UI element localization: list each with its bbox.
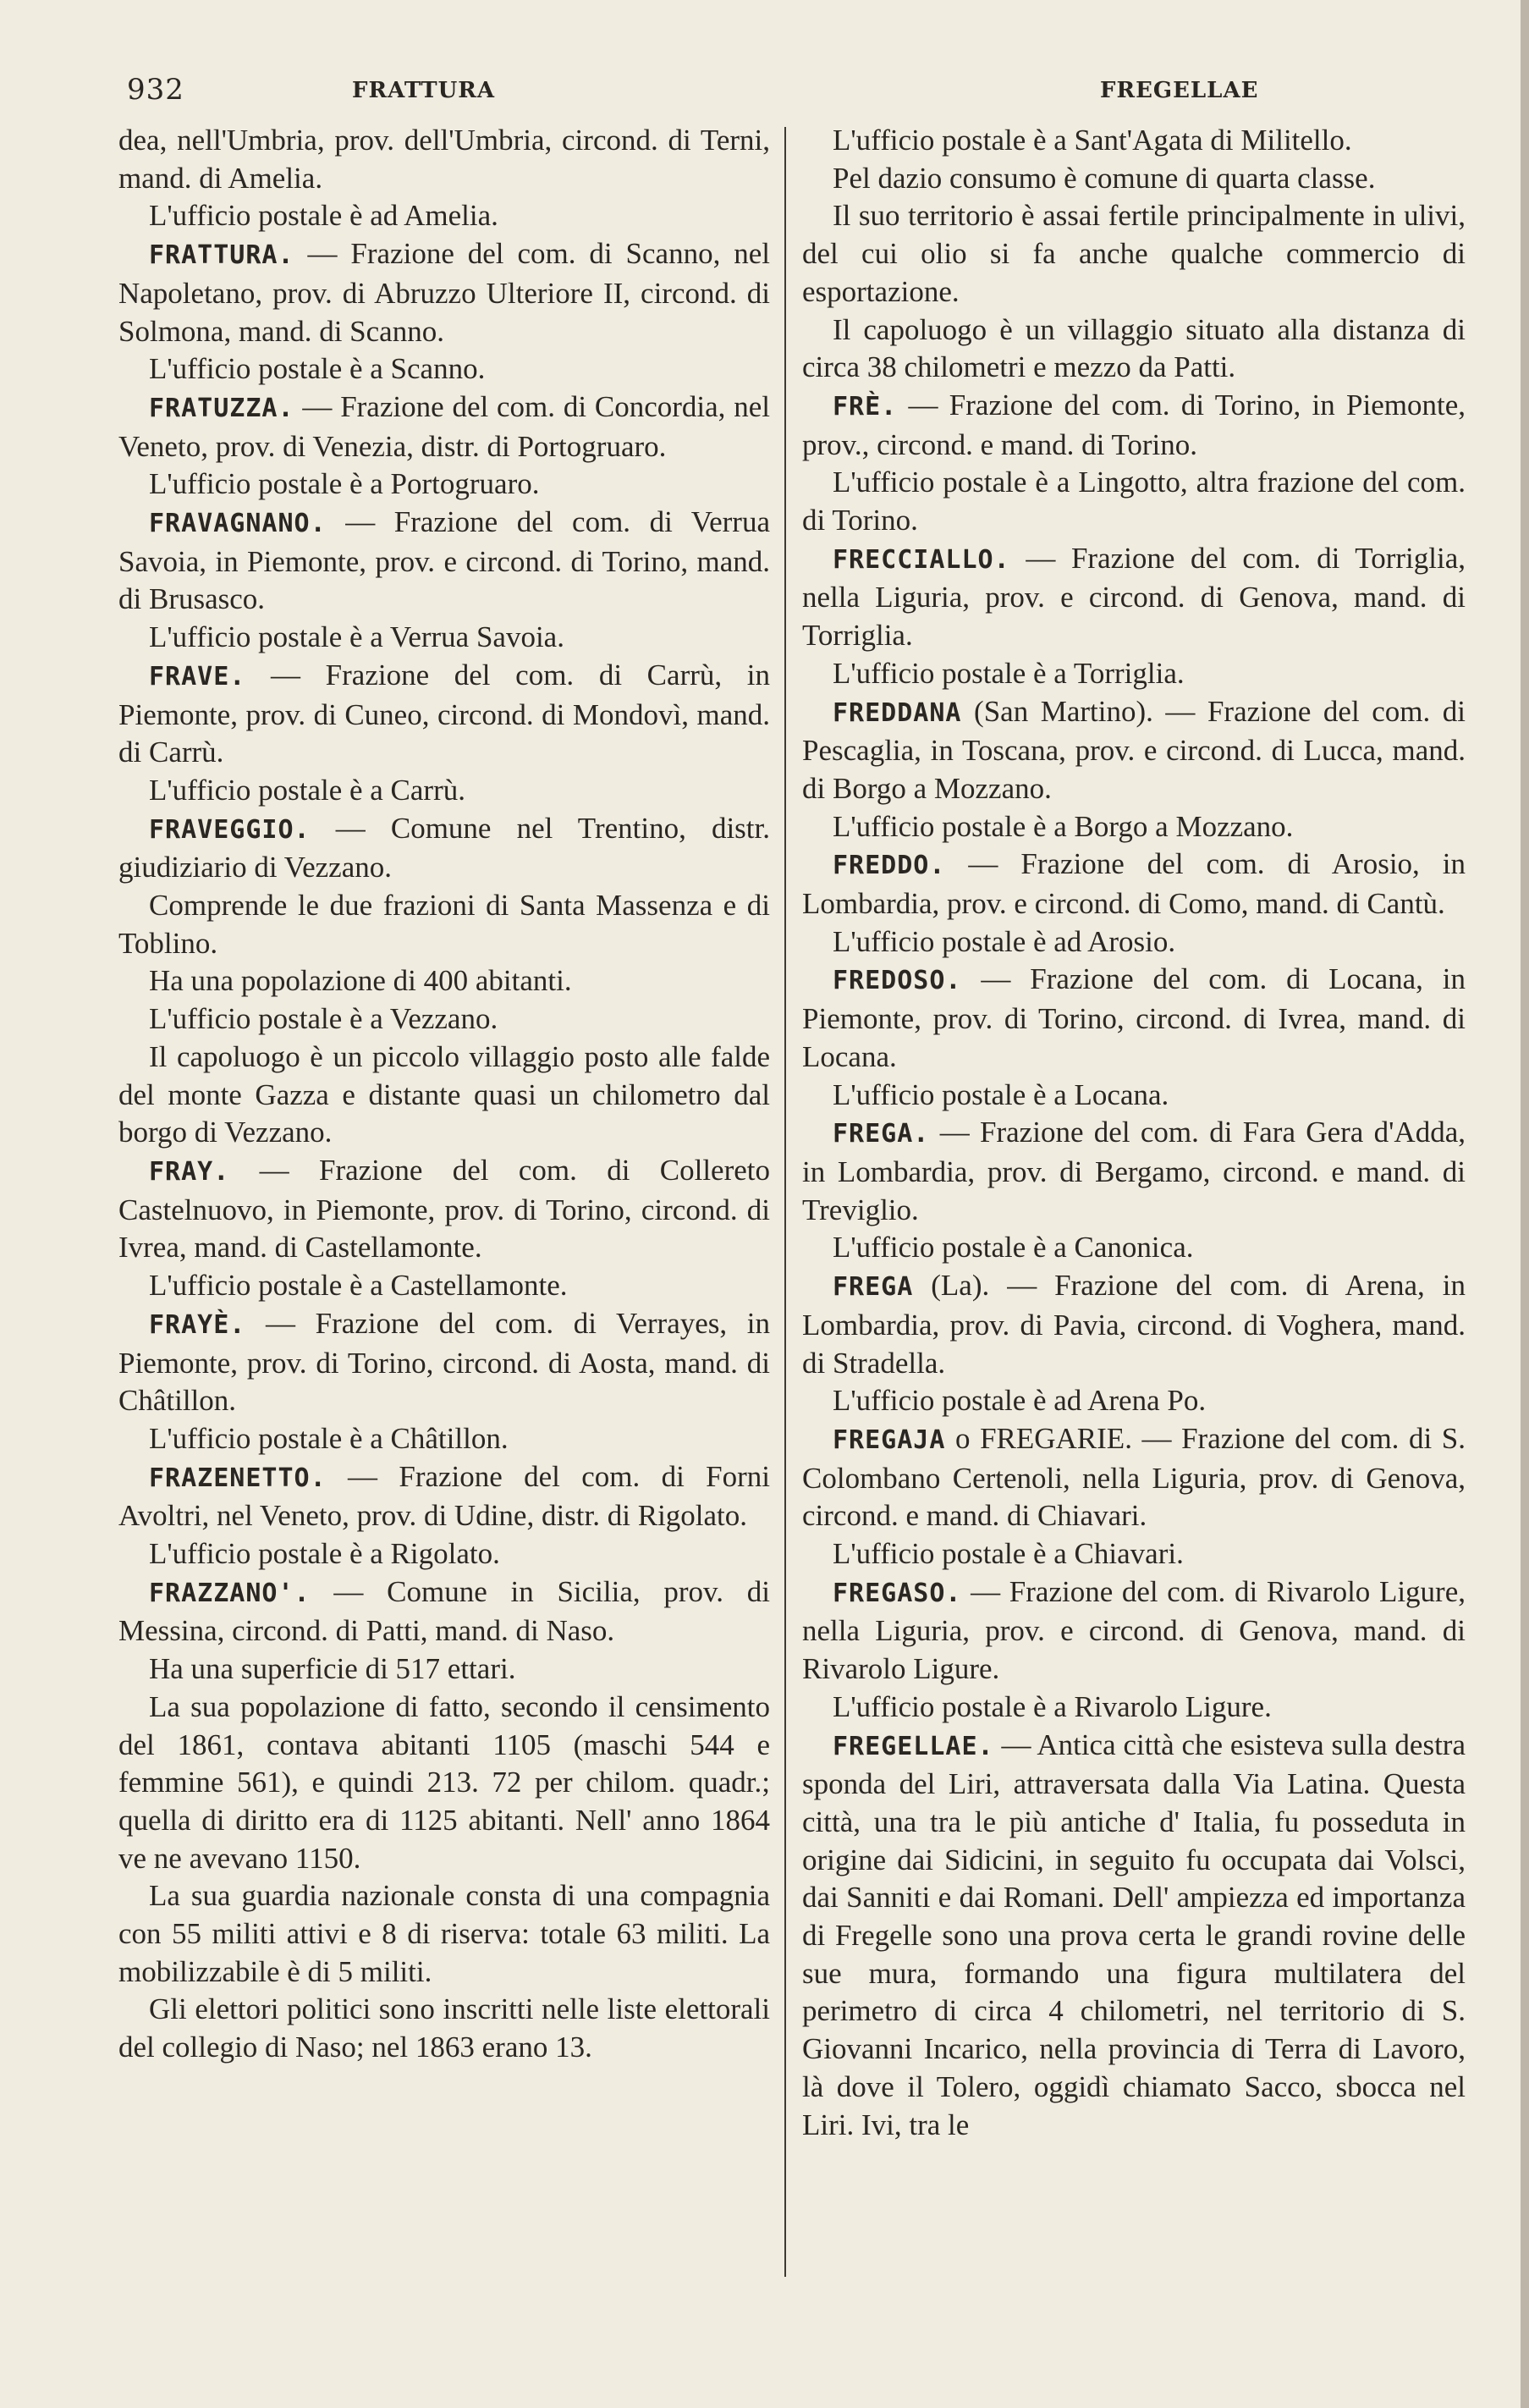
entry-text: Ha una popolazione di 400 abitanti. [149, 964, 572, 998]
entry-text: La sua popolazione di fatto, secondo il censimento del 1861, contava abitanti 1105 (maschi 544 e femmine 561), e quindi 213. 72 per chilom. quadr.; quella di diritto era di 1125 abitanti. Nell' anno 1864 ve ne avevano 1150. [118, 1689, 770, 1875]
entry-text: — Frazione del com. di Torriglia, nella Liguria, prov. e circond. di Genova, mand. di Torriglia. [802, 541, 1466, 653]
entry-headword: FREGA [833, 1272, 914, 1303]
entry-paragraph [118, 122, 770, 197]
entry-text: L'ufficio postale è a Chiavari. [833, 1537, 1184, 1571]
dictionary-entry [802, 1267, 1466, 1382]
entry-text: L'ufficio postale è a Castellamonte. [149, 1269, 568, 1303]
entry-headword: FREDDO. [833, 851, 946, 881]
entry-headword: FRECCIALLO. [833, 544, 1010, 575]
entry-paragraph [118, 197, 770, 235]
entry-paragraph [802, 1535, 1466, 1573]
entry-text: Comprende le due frazioni di Santa Massenza e di Toblino. [118, 889, 770, 960]
entry-text: L'ufficio postale è a Vezzano. [149, 1002, 498, 1036]
entry-text: Il suo territorio è assai fertile principalmente in ulivi, del cui olio si fa anche qualche commercio di esportazione. [802, 199, 1466, 308]
entry-headword: FRÈ. [833, 391, 898, 422]
entry-text: — Frazione del com. di Forni Avoltri, nel Veneto, prov. di Udine, distr. di Rigolato. [118, 1459, 770, 1533]
entry-headword: FRATTURA. [149, 240, 294, 271]
dictionary-entry [118, 504, 770, 619]
entry-paragraph [118, 350, 770, 388]
entry-paragraph [802, 1229, 1466, 1267]
entry-headword: FREGASO. [833, 1578, 962, 1608]
entry-text: L'ufficio postale è a Portogruaro. [149, 467, 540, 501]
right-column [802, 122, 1466, 2144]
entry-paragraph [802, 311, 1466, 387]
entry-paragraph [118, 1267, 770, 1305]
entry-text: L'ufficio postale è ad Arena Po. [833, 1384, 1207, 1418]
entry-paragraph [118, 1420, 770, 1458]
dictionary-entry [802, 961, 1466, 1076]
entry-text: L'ufficio postale è a Torriglia. [833, 656, 1185, 690]
entry-paragraph [118, 466, 770, 504]
page-edge [1521, 0, 1529, 2408]
dictionary-entry [118, 1152, 770, 1267]
entry-text: La sua guardia nazionale consta di una compagnia con 55 militi attivi e 8 di riserva: totale 63 militi. La mobilizzabile è di 5 militi. [118, 1879, 770, 1988]
entry-text: (San Martino). — Frazione del com. di Pescaglia, in Toscana, prov. e circond. di Lucca, mand. di Borgo a Mozzano. [802, 694, 1466, 805]
entry-text: L'ufficio postale è a Carrù. [149, 773, 465, 807]
entry-headword: FREDOSO. [833, 966, 962, 996]
dictionary-entry [118, 1573, 770, 1650]
dictionary-entry [118, 1458, 770, 1535]
entry-headword: FREGA. [833, 1119, 930, 1149]
entry-text: — Frazione del com. di Carrù, in Piemonte, prov. di Cuneo, circond. di Mondovì, mand. di Carrù. [118, 658, 770, 769]
entry-paragraph [802, 655, 1466, 693]
entry-headword: FRAZENETTO. [149, 1463, 327, 1493]
entry-paragraph [802, 122, 1466, 160]
entry-headword: FRATUZZA. [149, 393, 294, 423]
entry-paragraph [802, 464, 1466, 539]
column-divider [784, 127, 786, 2277]
entry-text: L'ufficio postale è a Borgo a Mozzano. [833, 809, 1294, 843]
entry-headword: FRAVEGGIO. [149, 814, 311, 845]
entry-text: — Frazione del com. di Scanno, nel Napoletano, prov. di Abruzzo Ulteriore II, circond. di Solmona, mand. di Scanno. [118, 237, 770, 348]
entry-headword: FREDDANA [833, 697, 962, 728]
entry-text: L'ufficio postale è a Scanno. [149, 352, 486, 386]
dictionary-entry [118, 388, 770, 466]
entry-text: L'ufficio postale è a Verrua Savoia. [149, 620, 564, 654]
entry-paragraph [118, 1991, 770, 2066]
entry-text: Pel dazio consumo è comune di quarta classe. [833, 161, 1376, 195]
entry-text: — Frazione del com. di Concordia, nel Veneto, prov. di Venezia, distr. di Portogruaro. [118, 389, 770, 463]
entry-text: L'ufficio postale è ad Arosio. [833, 924, 1176, 958]
entry-headword: FRAVAGNANO. [149, 509, 327, 539]
dictionary-entry [118, 810, 770, 887]
entry-text: Il capoluogo è un piccolo villaggio posto alle falde del monte Gazza e distante quasi un chilometro dal borgo di Vezzano. [118, 1039, 770, 1149]
entry-headword: FRAVE. [149, 661, 246, 692]
dictionary-entry [802, 846, 1466, 923]
entry-paragraph [118, 887, 770, 962]
entry-headword: FREGAJA [833, 1424, 946, 1455]
entry-text: — Frazione del com. di Collereto Castelnuovo, in Piemonte, prov. di Torino, circond. di Ivrea, mand. di Castellamonte. [118, 1153, 770, 1265]
entry-text: L'ufficio postale è a Lingotto, altra frazione del com. di Torino. [802, 466, 1466, 537]
entry-text: L'ufficio postale è a Rigolato. [149, 1537, 500, 1571]
entry-paragraph [118, 1000, 770, 1039]
entry-text: — Frazione del com. di Locana, in Piemonte, prov. di Torino, circond. di Ivrea, mand. di Locana. [802, 962, 1466, 1073]
dictionary-entry [802, 693, 1466, 808]
dictionary-entry [118, 1305, 770, 1420]
entry-text: — Frazione del com. di Rivarolo Ligure, nella Liguria, prov. e circond. di Genova, mand. di Rivarolo Ligure. [802, 1574, 1466, 1686]
right-running-head: FREGELLAE [1100, 78, 1259, 103]
entry-paragraph [118, 962, 770, 1000]
entry-headword: FRAY. [149, 1156, 230, 1187]
page-number: 932 [127, 73, 184, 107]
entry-paragraph [802, 1077, 1466, 1115]
entry-text: Ha una superficie di 517 ettari. [149, 1652, 516, 1686]
entry-text: (La). — Frazione del com. di Arena, in Lombardia, prov. di Pavia, circond. di Voghera, mand. di Stradella. [802, 1269, 1466, 1380]
entry-text: — Frazione del com. di Verrayes, in Piemonte, prov. di Torino, circond. di Aosta, mand. di Châtillon. [118, 1306, 770, 1418]
entry-text: L'ufficio postale è ad Amelia. [149, 199, 498, 233]
entry-paragraph [802, 808, 1466, 846]
entry-paragraph [118, 1877, 770, 1991]
entry-headword: FREGELLAE. [833, 1731, 994, 1761]
entry-paragraph [118, 619, 770, 657]
dictionary-entry [802, 1114, 1466, 1229]
entry-paragraph [118, 1650, 770, 1689]
dictionary-entry [802, 540, 1466, 655]
entry-paragraph [118, 1039, 770, 1152]
entry-paragraph [118, 1689, 770, 1878]
entry-paragraph [802, 923, 1466, 962]
entry-paragraph [118, 1535, 770, 1573]
entry-paragraph [802, 160, 1466, 198]
entry-text: o FREGARIE. — Frazione del com. di S. Colombano Certenoli, nella Liguria, prov. di Genova, circond. e mand. di Chiavari. [802, 1421, 1466, 1533]
left-running-head: FRATTURA [352, 78, 496, 103]
entry-paragraph [118, 772, 770, 810]
entry-text: Gli elettori politici sono inscritti nelle liste elettorali del collegio di Naso; nel 1863 erano 13. [118, 1992, 770, 2064]
entry-text: Il capoluogo è un villaggio situato alla distanza di circa 38 chilometri e mezzo da Patti. [802, 312, 1466, 384]
dictionary-entry [802, 1573, 1466, 1689]
entry-paragraph [802, 197, 1466, 311]
dictionary-entry [118, 235, 770, 350]
dictionary-entry [802, 1420, 1466, 1535]
entry-text: — Antica città che esisteva sulla destra sponda del Liri, attraversata dalla Via Latina. Questa città, una tra le più antiche d' Italia, fu posseduta in origine dai Sidicini, in seguito fu occupata dai Volsci, dai Sanniti e dai Romani. Dell' ampiezza ed importanza di Fregelle sono una prova certa le grandi rovine delle sue mura, formando una figura multilatera del perimetro di circa 4 chilometri, nel territorio di S. Giovanni Incarico, nella provincia di Terra di Lavoro, là dove il Tolero, oggidì chiamato Sacco, sbocca nel Liri. Ivi, tra le [802, 1727, 1466, 2141]
entry-text: — Comune nel Trentino, distr. giudiziario di Vezzano. [118, 811, 770, 884]
entry-text: — Comune in Sicilia, prov. di Messina, circond. di Patti, mand. di Naso. [118, 1574, 770, 1648]
entry-text: L'ufficio postale è a Locana. [833, 1077, 1169, 1111]
entry-headword: FRAYÈ. [149, 1309, 246, 1340]
entry-paragraph [802, 1382, 1466, 1420]
entry-text: — Frazione del com. di Fara Gera d'Adda, in Lombardia, prov. di Bergamo, circond. e mand. di Treviglio. [802, 1116, 1466, 1226]
entry-text: — Frazione del com. di Verrua Savoia, in Piemonte, prov. e circond. di Torino, mand. di Brusasco. [118, 505, 770, 616]
entry-text: L'ufficio postale è a Châtillon. [149, 1421, 509, 1455]
left-column [118, 122, 770, 2067]
dictionary-entry [802, 1727, 1466, 2145]
entry-text: — Frazione del com. di Torino, in Piemonte, prov., circond. e mand. di Torino. [802, 388, 1466, 461]
entry-text: dea, nell'Umbria, prov. dell'Umbria, circond. di Terni, mand. di Amelia. [118, 124, 770, 195]
entry-text: L'ufficio postale è a Sant'Agata di Militello. [833, 124, 1352, 157]
entry-text: L'ufficio postale è a Canonica. [833, 1231, 1194, 1265]
entry-text: L'ufficio postale è a Rivarolo Ligure. [833, 1689, 1272, 1723]
entry-paragraph [802, 1689, 1466, 1727]
dictionary-entry [118, 657, 770, 772]
dictionary-entry [802, 387, 1466, 464]
entry-text: — Frazione del com. di Arosio, in Lombardia, prov. e circond. di Como, mand. di Cantù. [802, 847, 1466, 921]
entry-headword: FRAZZANO'. [149, 1578, 311, 1608]
